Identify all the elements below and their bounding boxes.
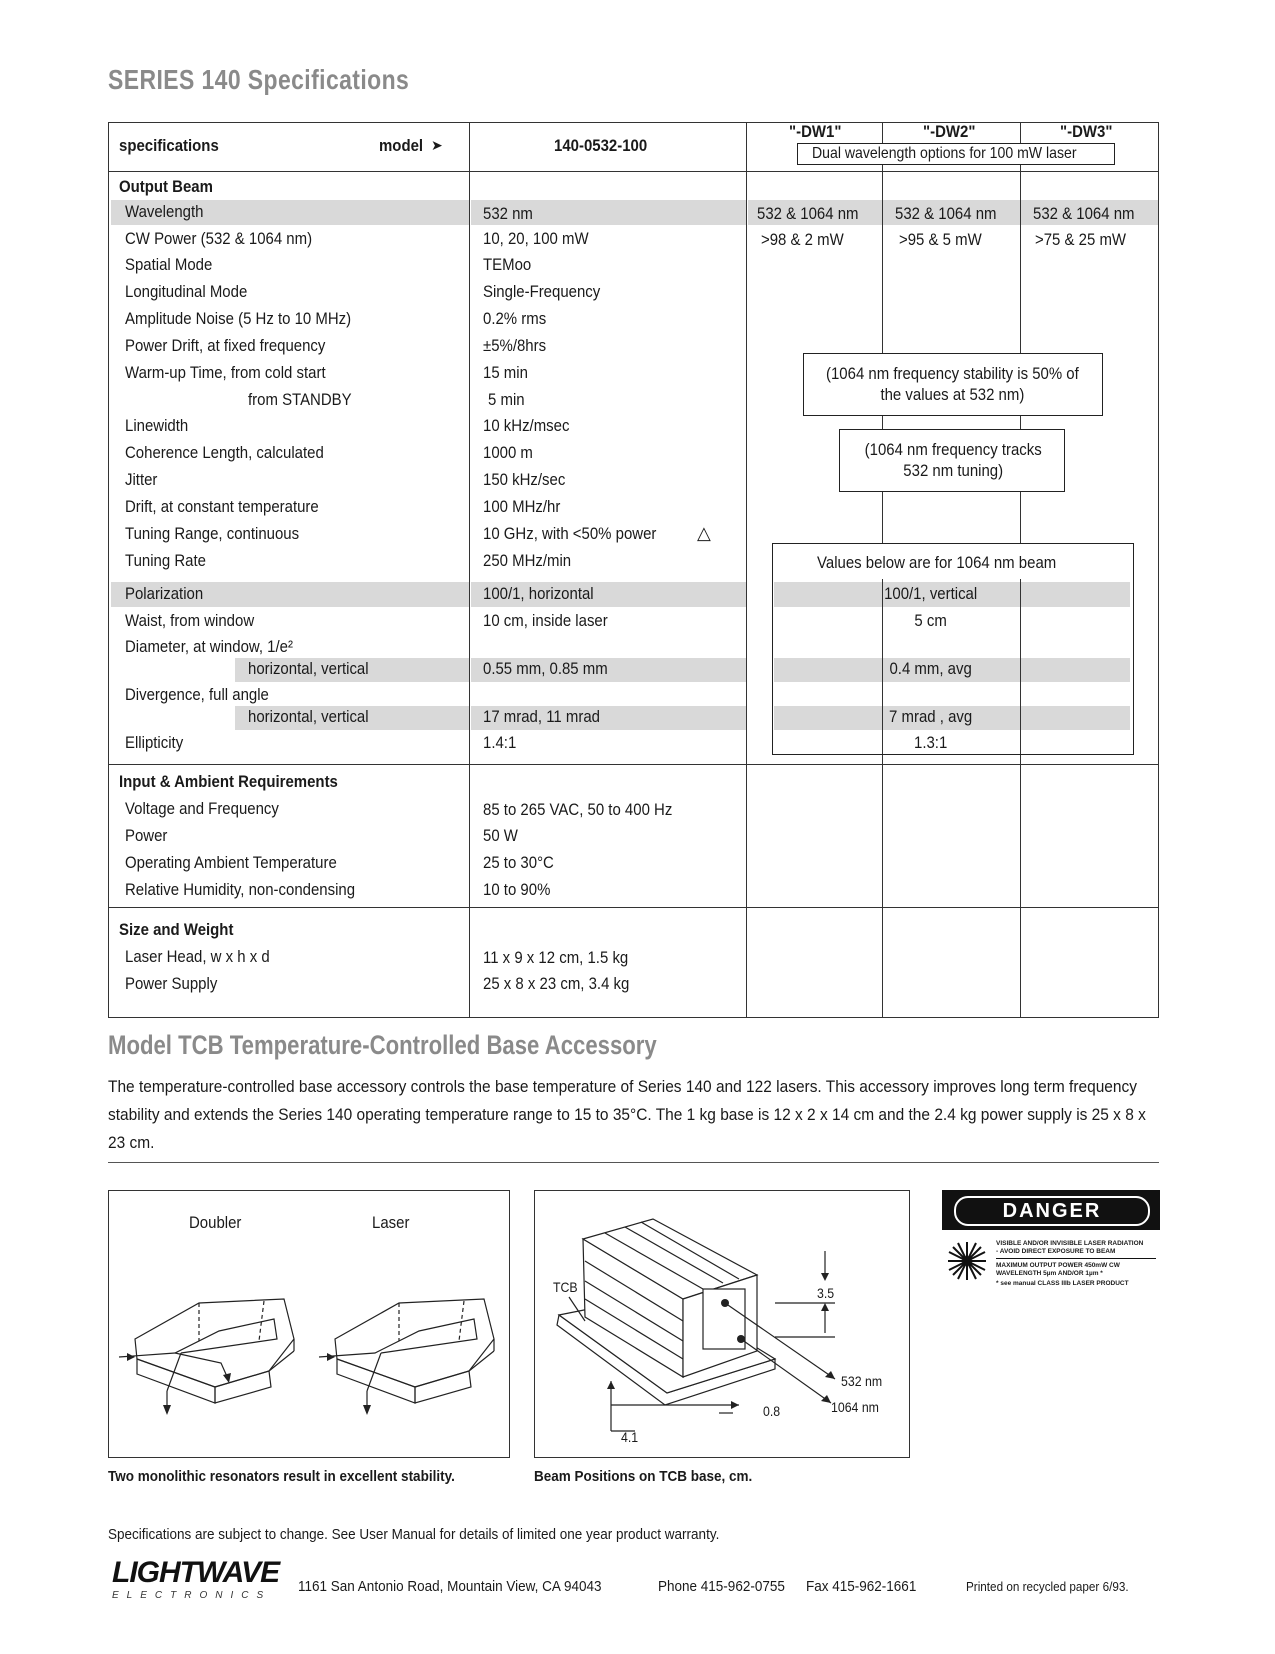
danger-line-5: * see manual CLASS IIIb LASER PRODUCT <box>996 1280 1129 1287</box>
value-diameter: 0.55 mm, 0.85 mm <box>483 659 608 678</box>
dw-divergence: 7 mrad , avg <box>889 707 973 726</box>
label-head: Laser Head, w x h x d <box>125 947 270 966</box>
danger-divider <box>996 1258 1156 1259</box>
tracks-note: (1064 nm frequency tracks 532 nm tuning) <box>864 440 1042 480</box>
tcb-figure <box>534 1190 910 1458</box>
value-humidity: 10 to 90% <box>483 880 551 899</box>
section-input: Input & Ambient Requirements <box>119 772 338 791</box>
label-longitudinal-mode: Longitudinal Mode <box>125 282 248 301</box>
label-tuning-rate: Tuning Rate <box>125 551 206 570</box>
label-532nm: 532 nm <box>841 1373 883 1389</box>
danger-line-1: VISIBLE AND/OR INVISIBLE LASER RADIATION <box>996 1240 1144 1247</box>
label-drift: Drift, at constant temperature <box>125 497 319 516</box>
value-polarization: 100/1, horizontal <box>483 584 594 603</box>
label-3-5: 3.5 <box>817 1285 835 1301</box>
value-linewidth: 10 kHz/msec <box>483 416 570 435</box>
label-warmup: Warm-up Time, from cold start <box>125 363 326 382</box>
label-divergence-sub: horizontal, vertical <box>248 707 369 726</box>
header-rule <box>109 171 1158 172</box>
danger-title: DANGER <box>954 1196 1150 1226</box>
values-below-label: Values below are for 1064 nm beam <box>817 553 1057 572</box>
value-drift: 100 MHz/hr <box>483 497 561 516</box>
disclaimer: Specifications are subject to change. See User Manual for details of limited one year product warranty. <box>108 1526 720 1543</box>
label-tuning-range: Tuning Range, continuous <box>125 524 300 543</box>
value-wavelength: 532 nm <box>483 204 533 223</box>
label-4-1: 4.1 <box>621 1429 639 1445</box>
header-dw2: "-DW2" <box>923 122 976 141</box>
dual-note: Dual wavelength options for 100 mW laser <box>812 145 1077 162</box>
dw-diameter: 0.4 mm, avg <box>889 659 972 678</box>
tcb-diagram <box>535 1191 909 1457</box>
tcb-body: The temperature-controlled base accessory controls the base temperature of Series 140 and 122 lasers. This accessory improves long term frequency stability and extends the Series 140 operating temperature range to 15 to 35°C. The 1 kg base is 12 x 2 x 14 cm and the 2.4 kg power supply is 25 x 8 x 23 cm. <box>108 1077 1146 1152</box>
page-title: SERIES 140 Specifications <box>108 64 410 95</box>
dual-note-box <box>797 143 1115 165</box>
label-spatial-mode: Spatial Mode <box>125 255 213 274</box>
dw1-cw-power: >98 & 2 mW <box>761 230 844 249</box>
value-power-drift: ±5%/8hrs <box>483 336 547 355</box>
value-waist: 10 cm, inside laser <box>483 611 608 630</box>
value-temp: 25 to 30°C <box>483 853 554 872</box>
label-doubler: Doubler <box>189 1213 242 1232</box>
dw3-cw-power: >75 & 25 mW <box>1035 230 1127 249</box>
value-divergence: 17 mrad, 11 mrad <box>483 707 600 726</box>
dw1-wavelength: 532 & 1064 nm <box>757 204 859 223</box>
section-rule-1 <box>109 764 1158 765</box>
phone: Phone 415-962-0755 <box>658 1578 785 1595</box>
label-temp: Operating Ambient Temperature <box>125 853 337 872</box>
address: 1161 San Antonio Road, Mountain View, CA 94043 <box>298 1578 602 1595</box>
resonator-figure <box>108 1190 510 1458</box>
label-ellipticity: Ellipticity <box>125 733 184 752</box>
label-jitter: Jitter <box>125 470 158 489</box>
label-polarization: Polarization <box>125 584 204 603</box>
label-power: Power <box>125 826 168 845</box>
stability-note-box <box>803 353 1103 416</box>
value-supply: 25 x 8 x 23 cm, 3.4 kg <box>483 974 630 993</box>
value-head: 11 x 9 x 12 cm, 1.5 kg <box>483 948 629 967</box>
dw-waist: 5 cm <box>914 611 947 630</box>
col-divider-2 <box>746 123 747 1017</box>
header-specifications: specifications <box>119 136 219 155</box>
value-tuning-range: 10 GHz, with <50% power <box>483 524 657 543</box>
fax: Fax 415-962-1661 <box>806 1578 917 1595</box>
label-voltage: Voltage and Frequency <box>125 799 279 818</box>
header-dw1: "-DW1" <box>789 122 842 141</box>
right-figure-caption: Beam Positions on TCB base, cm. <box>534 1468 753 1485</box>
value-jitter: 150 kHz/sec <box>483 470 566 489</box>
label-0-8: 0.8 <box>763 1403 781 1419</box>
dw3-wavelength: 532 & 1064 nm <box>1033 204 1135 223</box>
value-tuning-rate: 250 MHz/min <box>483 551 572 570</box>
left-figure-caption: Two monolithic resonators result in excellent stability. <box>108 1468 455 1485</box>
dw-ellipticity: 1.3:1 <box>914 733 948 752</box>
header-main-model: 140-0532-100 <box>554 136 648 155</box>
spec-table <box>108 122 1159 1018</box>
logo-subtitle: ELECTRONICS <box>112 1590 272 1601</box>
value-warmup: 15 min <box>483 363 528 382</box>
value-coherence: 1000 m <box>483 443 533 462</box>
label-laser: Laser <box>372 1213 410 1232</box>
laser-starburst-icon <box>946 1240 988 1282</box>
section-rule-2 <box>109 907 1158 908</box>
danger-line-3: MAXIMUM OUTPUT POWER 450mW CW <box>996 1262 1120 1269</box>
value-standby: 5 min <box>488 390 525 409</box>
label-standby: from STANDBY <box>248 390 352 409</box>
section-size: Size and Weight <box>119 920 234 939</box>
tcb-title: Model TCB Temperature-Controlled Base Accessory <box>108 1030 657 1060</box>
label-humidity: Relative Humidity, non-condensing <box>125 880 356 899</box>
value-voltage: 85 to 265 VAC, 50 to 400 Hz <box>483 800 673 819</box>
label-wavelength: Wavelength <box>125 202 204 221</box>
label-supply: Power Supply <box>125 974 218 993</box>
label-diameter: Diameter, at window, 1/e² <box>125 637 293 656</box>
value-ellipticity: 1.4:1 <box>483 733 517 752</box>
value-spatial-mode: TEMoo <box>483 255 532 274</box>
col-divider-1 <box>469 123 470 1017</box>
triangle-icon: △ <box>697 523 711 543</box>
label-diameter-sub: horizontal, vertical <box>248 659 369 678</box>
resonator-diagram <box>109 1191 509 1457</box>
stability-note: (1064 nm frequency stability is 50% of the values at 532 nm) <box>825 364 1079 404</box>
value-longitudinal-mode: Single-Frequency <box>483 282 601 301</box>
danger-label <box>942 1190 1160 1290</box>
section-divider <box>108 1162 1159 1163</box>
label-tcb: TCB <box>553 1279 578 1295</box>
dw-polarization: 100/1, vertical <box>884 584 978 603</box>
model-arrow-icon: ➤ <box>431 137 443 153</box>
label-1064nm: 1064 nm <box>831 1399 879 1415</box>
lightwave-logo: LIGHTWAVE <box>112 1556 280 1589</box>
label-divergence: Divergence, full angle <box>125 685 269 704</box>
value-cw-power: 10, 20, 100 mW <box>483 229 589 248</box>
tracks-note-box <box>839 429 1065 492</box>
label-cw-power: CW Power (532 & 1064 nm) <box>125 229 313 248</box>
label-coherence: Coherence Length, calculated <box>125 443 324 462</box>
danger-line-4: WAVELENGTH 5µm AND/OR 1µm * <box>996 1270 1103 1277</box>
header-model: model <box>379 136 424 155</box>
label-linewidth: Linewidth <box>125 416 189 435</box>
dw2-cw-power: >95 & 5 mW <box>899 230 982 249</box>
label-waist: Waist, from window <box>125 611 255 630</box>
section-output-beam: Output Beam <box>119 177 213 196</box>
value-power: 50 W <box>483 826 518 845</box>
label-amplitude-noise: Amplitude Noise (5 Hz to 10 MHz) <box>125 309 352 328</box>
danger-line-2: - AVOID DIRECT EXPOSURE TO BEAM <box>996 1248 1116 1255</box>
printed-note: Printed on recycled paper 6/93. <box>966 1579 1129 1594</box>
dw2-wavelength: 532 & 1064 nm <box>895 204 997 223</box>
value-amplitude-noise: 0.2% rms <box>483 309 547 328</box>
header-dw3: "-DW3" <box>1060 122 1113 141</box>
danger-banner <box>942 1190 1160 1230</box>
label-power-drift: Power Drift, at fixed frequency <box>125 336 326 355</box>
